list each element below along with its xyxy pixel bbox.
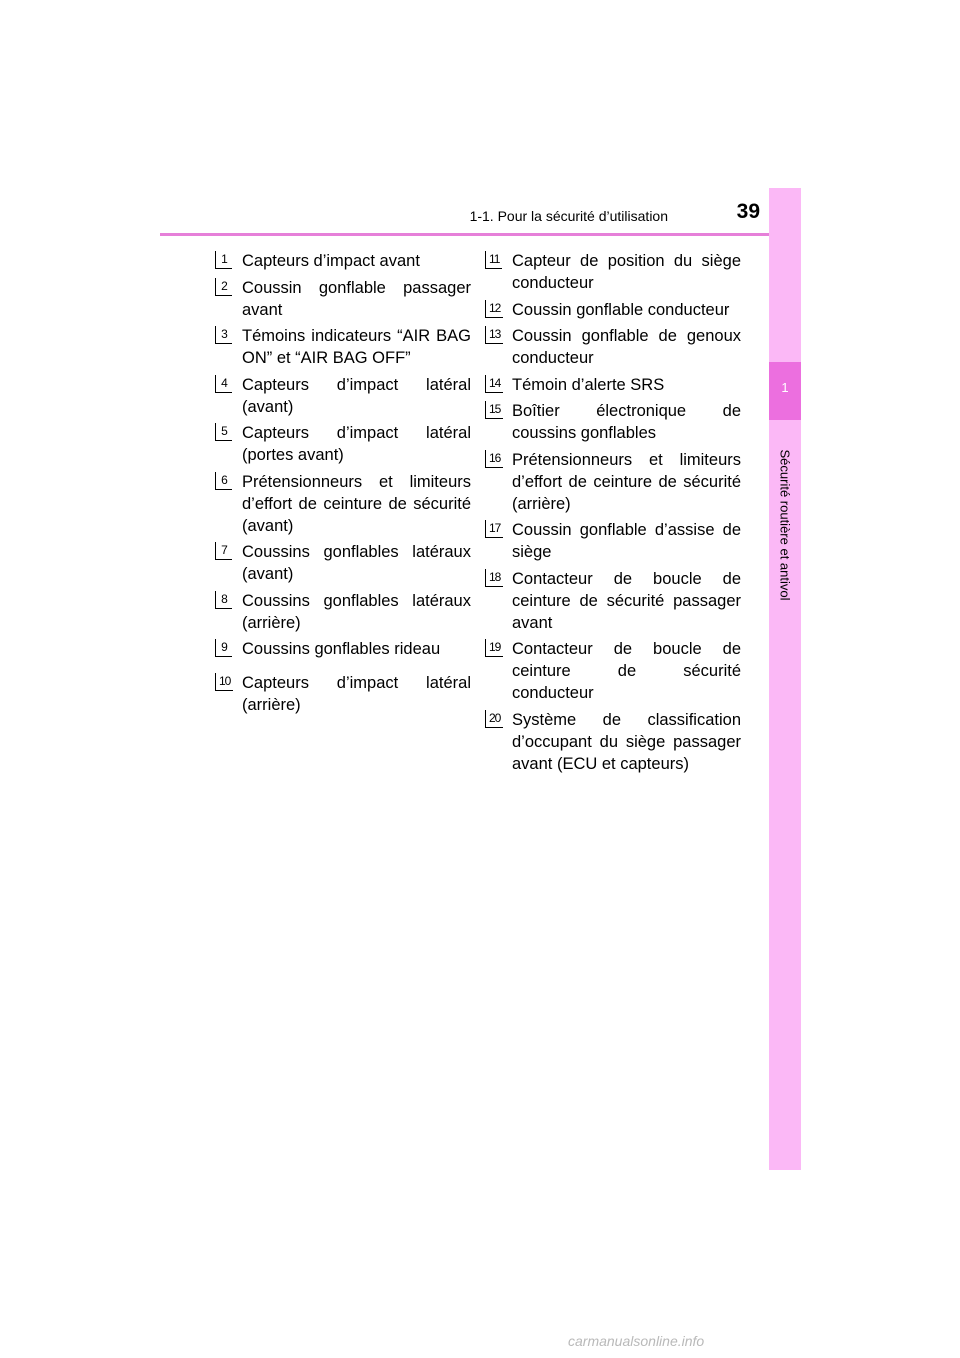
item-text: Prétensionneurs et limiteurs d’effort de ceinture de sécurité (arrière) [512, 450, 741, 513]
legend-item [215, 638, 471, 660]
item-number-badge: 19 [485, 639, 503, 657]
legend-item [485, 325, 741, 369]
legend-item [485, 519, 741, 563]
item-number-badge: 15 [485, 401, 503, 419]
legend-item [485, 400, 741, 444]
item-number-badge: 2 [215, 278, 232, 296]
item-text: Témoins indicateurs “AIR BAG ON” et “AIR BAG OFF” [242, 327, 471, 367]
item-number-badge: 11 [485, 251, 502, 269]
item-number-badge: 7 [215, 542, 232, 560]
item-text: Coussin gonflable passager avant [242, 278, 471, 319]
item-text: Coussin gonflable conducteur [512, 300, 730, 319]
item-text: Contacteur de boucle de ceinture de sécurité passager avant [512, 569, 741, 632]
item-number-badge: 17 [485, 520, 503, 538]
legend-item [485, 299, 741, 321]
item-text: Système de classification d’occupant du siège passager avant (ECU et capteurs) [512, 710, 741, 773]
legend-item [485, 638, 741, 704]
item-number-badge: 16 [485, 450, 503, 468]
item-number-badge: 8 [215, 591, 232, 609]
legend-item [485, 709, 741, 775]
item-text: Coussins gonflables latéraux (avant) [242, 543, 471, 583]
section-title: 1-1. Pour la sécurité d’utilisation [469, 208, 668, 224]
item-text: Contacteur de boucle de ceinture de sécurité conducteur [512, 640, 741, 702]
legend-item [485, 449, 741, 515]
item-text: Capteurs d’impact latéral (portes avant) [242, 424, 471, 464]
legend-item [215, 374, 471, 418]
item-number-badge: 10 [215, 673, 233, 691]
item-text: Coussin gonflable de genoux conducteur [512, 327, 741, 367]
item-text: Témoin d’alerte SRS [512, 375, 665, 394]
legend-item [215, 422, 471, 466]
item-number-badge: 5 [215, 423, 232, 441]
left-legend-list [215, 250, 471, 721]
item-text: Coussin gonflable d’assise de siège [512, 521, 741, 561]
item-number-badge: 6 [215, 472, 232, 490]
item-number-badge: 9 [215, 639, 232, 657]
legend-item [215, 471, 471, 537]
page-number: 39 [736, 200, 760, 223]
legend-item [215, 325, 471, 369]
item-number-badge: 14 [485, 375, 503, 393]
item-text: Capteurs d’impact latéral (avant) [242, 375, 471, 416]
item-number-badge: 20 [485, 710, 503, 728]
item-text: Coussins gonflables rideau [242, 640, 441, 658]
item-number-badge: 18 [485, 569, 503, 587]
item-text: Boîtier électronique de coussins gonflables [512, 402, 741, 442]
item-text: Coussins gonflables latéraux (arrière) [242, 591, 471, 632]
chapter-number: 1 [781, 380, 789, 395]
watermark-link[interactable]: carmanualsonline.info [568, 1333, 705, 1349]
legend-item [485, 374, 741, 396]
legend-item [215, 277, 471, 321]
header-divider [160, 233, 800, 236]
legend-item [485, 568, 741, 634]
right-legend-list [485, 250, 741, 779]
item-text: Prétensionneurs et limiteurs d’effort de ceinture de sécurité (avant) [242, 472, 471, 535]
item-text: Capteur de position du siège conducteur [512, 252, 741, 292]
legend-item [215, 590, 471, 634]
item-number-badge: 4 [215, 375, 232, 393]
item-number-badge: 13 [485, 326, 503, 344]
legend-item [485, 250, 741, 294]
item-number-badge: 3 [215, 326, 232, 344]
item-number-badge: 1 [215, 251, 232, 269]
legend-item [215, 541, 471, 585]
chapter-label: Sécurité routière et antivol [777, 449, 793, 601]
chapter-side-tab [769, 188, 801, 1170]
item-number-badge: 12 [485, 300, 503, 318]
legend-item [215, 672, 471, 716]
item-text: Capteurs d’impact avant [242, 252, 420, 270]
item-text: Capteurs d’impact latéral (arrière) [242, 674, 471, 714]
legend-item [215, 250, 471, 272]
